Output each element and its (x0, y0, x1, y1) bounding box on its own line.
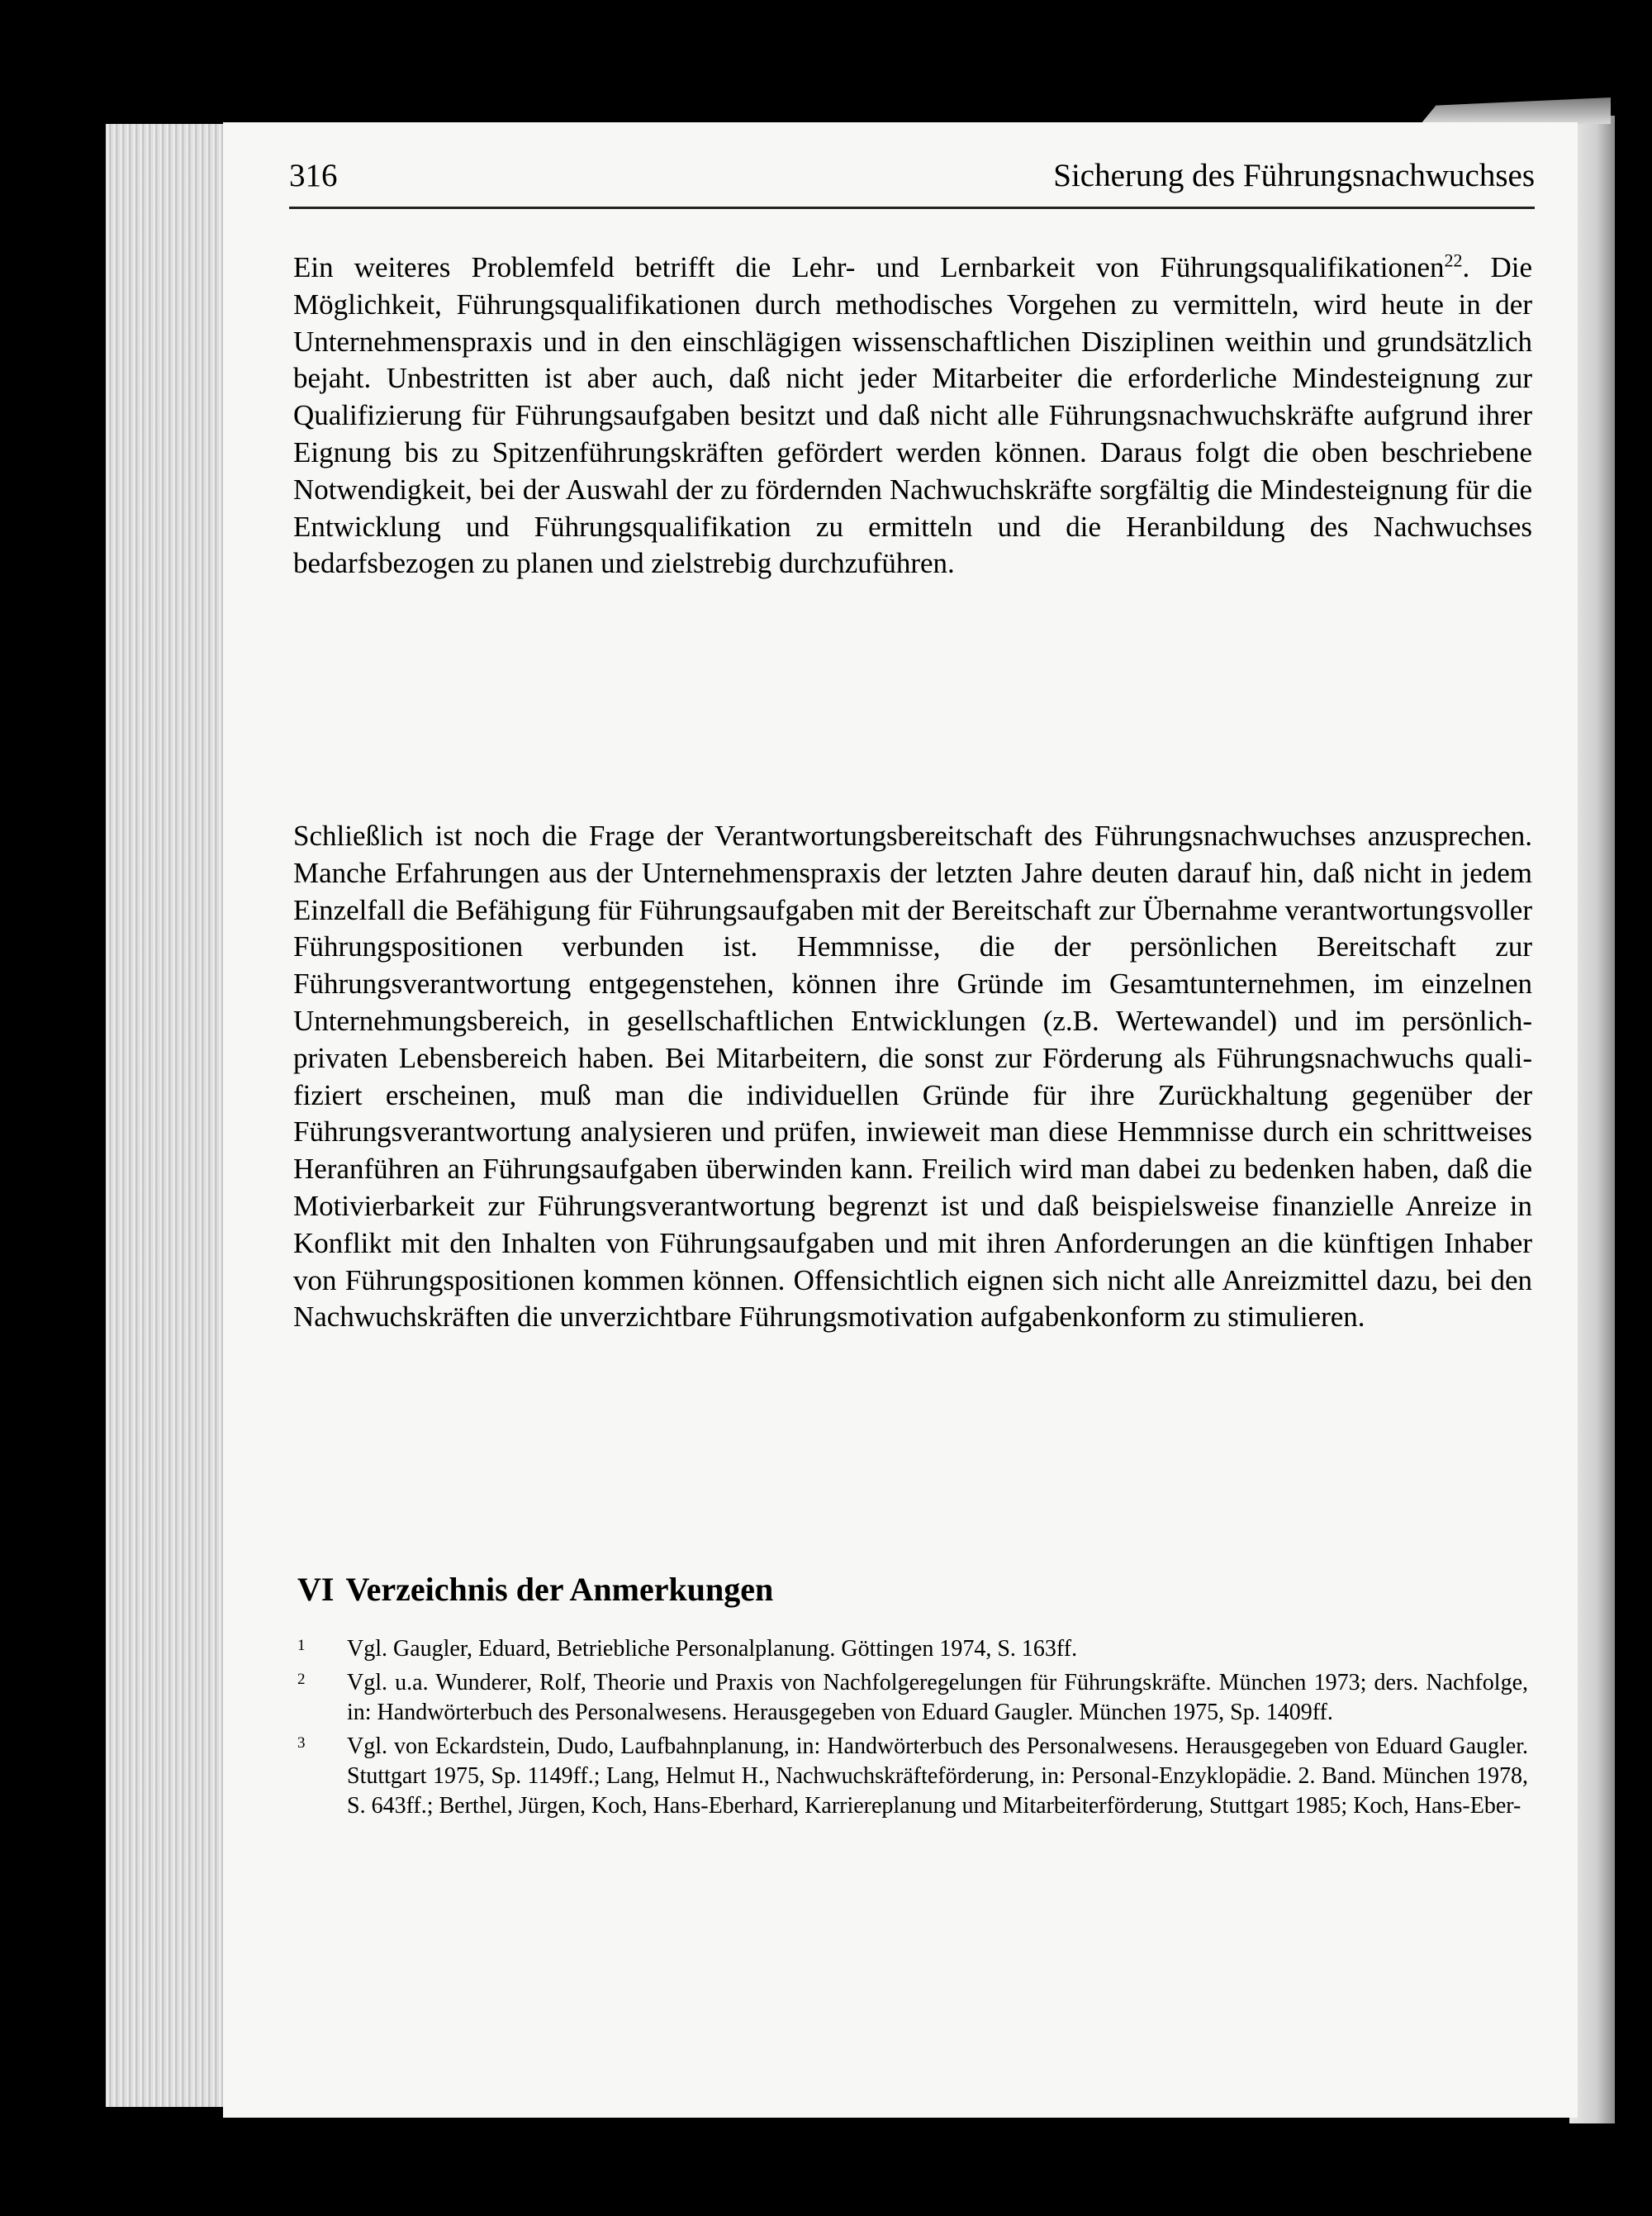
footnote-1 (297, 1634, 1528, 1664)
footnote-number: 1 (297, 1637, 306, 1654)
para1-text-start: Ein weiteres Problemfeld betrifft die Lehr- und Lernbarkeit von Führungsqualifikationen (293, 251, 1445, 283)
footnote-3 (297, 1732, 1528, 1821)
para1-text-rest: . Die Möglichkeit, Führungsqualifikationen durch methodisches Vorgehen zu vermitteln, wird heute in der Unternehmenspraxis und in den einschlägigen wissenschaftlichen Disziplinen weithin und grundsätzlich bejaht. Unbestritten ist aber auch, daß nicht jeder Mitarbeiter die erforderliche Mindesteignung zur Qualifizierung für Führungsaufgaben besitzt und daß nicht alle Führungsnachwuchskräfte aufgrund ihrer Eignung bis zu Spitzenführungskräften gefördert werden können. Daraus folgt die oben beschriebene Notwendigkeit, bei der Auswahl der zu fördernden Nachwuchskräfte sorgfältig die Mindesteignung für die Entwicklung und Führungsqualifikation zu ermitteln und die Heranbildung des Nachwuchses bedarfsbezogen zu planen und zielstrebig durchzuführen. (293, 251, 1532, 580)
footnote-ref-22: 22 (1444, 250, 1463, 271)
body-paragraph-2: Schließlich ist noch die Frage der Verantwortungsbereitschaft des Führungsnachwuchses anzusprechen. Manche Erfahrungen aus der Unternehmenspraxis der letzten Jahre deuten darauf hin, daß nicht in jedem Einzelfall die Befähigung für Führungsaufgaben mit der Bereitschaft zur Übernahme verantwortungsvoller Führungspositionen verbunden ist. Hemmnisse, die der persönlichen Bereitschaft zur Führungsverantwortung entgegenstehen, können ihre Gründe im Gesamtunternehmen, im einzelnen Unternehmungsbereich, in gesellschaftlichen Entwicklungen (z.B. Wertewandel) und im persönlich-privaten Lebensbereich haben. Bei Mitarbeitern, die sonst zur Förderung als Führungsnachwuchs qualifiziert erscheinen, muß man die individuellen Gründe für ihre Zurückhaltung gegenüber der Führungsverantwortung analysieren und prüfen, inwieweit man diese Hemmnisse durch ein schrittweises Heranführen an Führungsaufgaben überwinden kann. Freilich wird man dabei zu bedenken haben, daß die Motivierbarkeit zur Führungsverantwortung begrenzt ist und daß beispielsweise finanzielle Anreize in Konflikt mit den Inhalten von Führungsaufgaben und mit ihren Anforderungen an die künftigen Inhaber von Führungspositionen kommen können. Offensichtlich eignen sich nicht alle Anreizmittel dazu, bei den Nachwuchskräften die unverzichtbare Führungsmotivation aufgabenkonform zu stimulieren. (293, 820, 1532, 1334)
footnote-number: 3 (297, 1734, 306, 1752)
notes-heading-number: VI (297, 1571, 335, 1608)
notes-heading-title: Verzeichnis der Anmerkungen (345, 1571, 774, 1608)
footnote-text: Vgl. von Eckardstein, Dudo, Laufbahnplanung, in: Handwörterbuch des Personalwesens. Herausgegeben von Eduard Gaugler. Stuttgart 1975, Sp. 1149ff.; Lang, Helmut H., Nachwuchskräfteförderung, in: Personal-Enzyklopädie. 2. Band. München 1978, S. 643ff.; Berthel, Jürgen, Koch, Hans-Eberhard, Karriereplanung und Mitarbeiterförderung, Stuttgart 1985; Koch, Hans-Eber- (347, 1733, 1528, 1819)
page-corner (1421, 97, 1611, 124)
footnote-number: 2 (297, 1671, 306, 1688)
footnote-2 (297, 1668, 1528, 1728)
notes-heading (297, 1570, 1454, 1609)
footnote-text: Vgl. u.a. Wunderer, Rolf, Theorie und Praxis von Nachfolgeregelungen für Führungskräfte. München 1973; ders. Nachfolge, in: Handwörterbuch des Personalwesens. Herausgegeben von Eduard Gaugler. München 1975, Sp. 1409ff. (347, 1670, 1528, 1725)
footnote-text: Vgl. Gaugler, Eduard, Betriebliche Personalplanung. Göttingen 1974, S. 163ff. (347, 1636, 1078, 1662)
page-stack-edge (106, 124, 230, 2107)
footnote-list (297, 1634, 1528, 1825)
section-title: Sicherung des Führungsnachwuchses (1053, 158, 1535, 193)
running-head (289, 157, 1535, 209)
page-number: 316 (289, 158, 338, 193)
body-paragraph-1 (293, 250, 1532, 583)
